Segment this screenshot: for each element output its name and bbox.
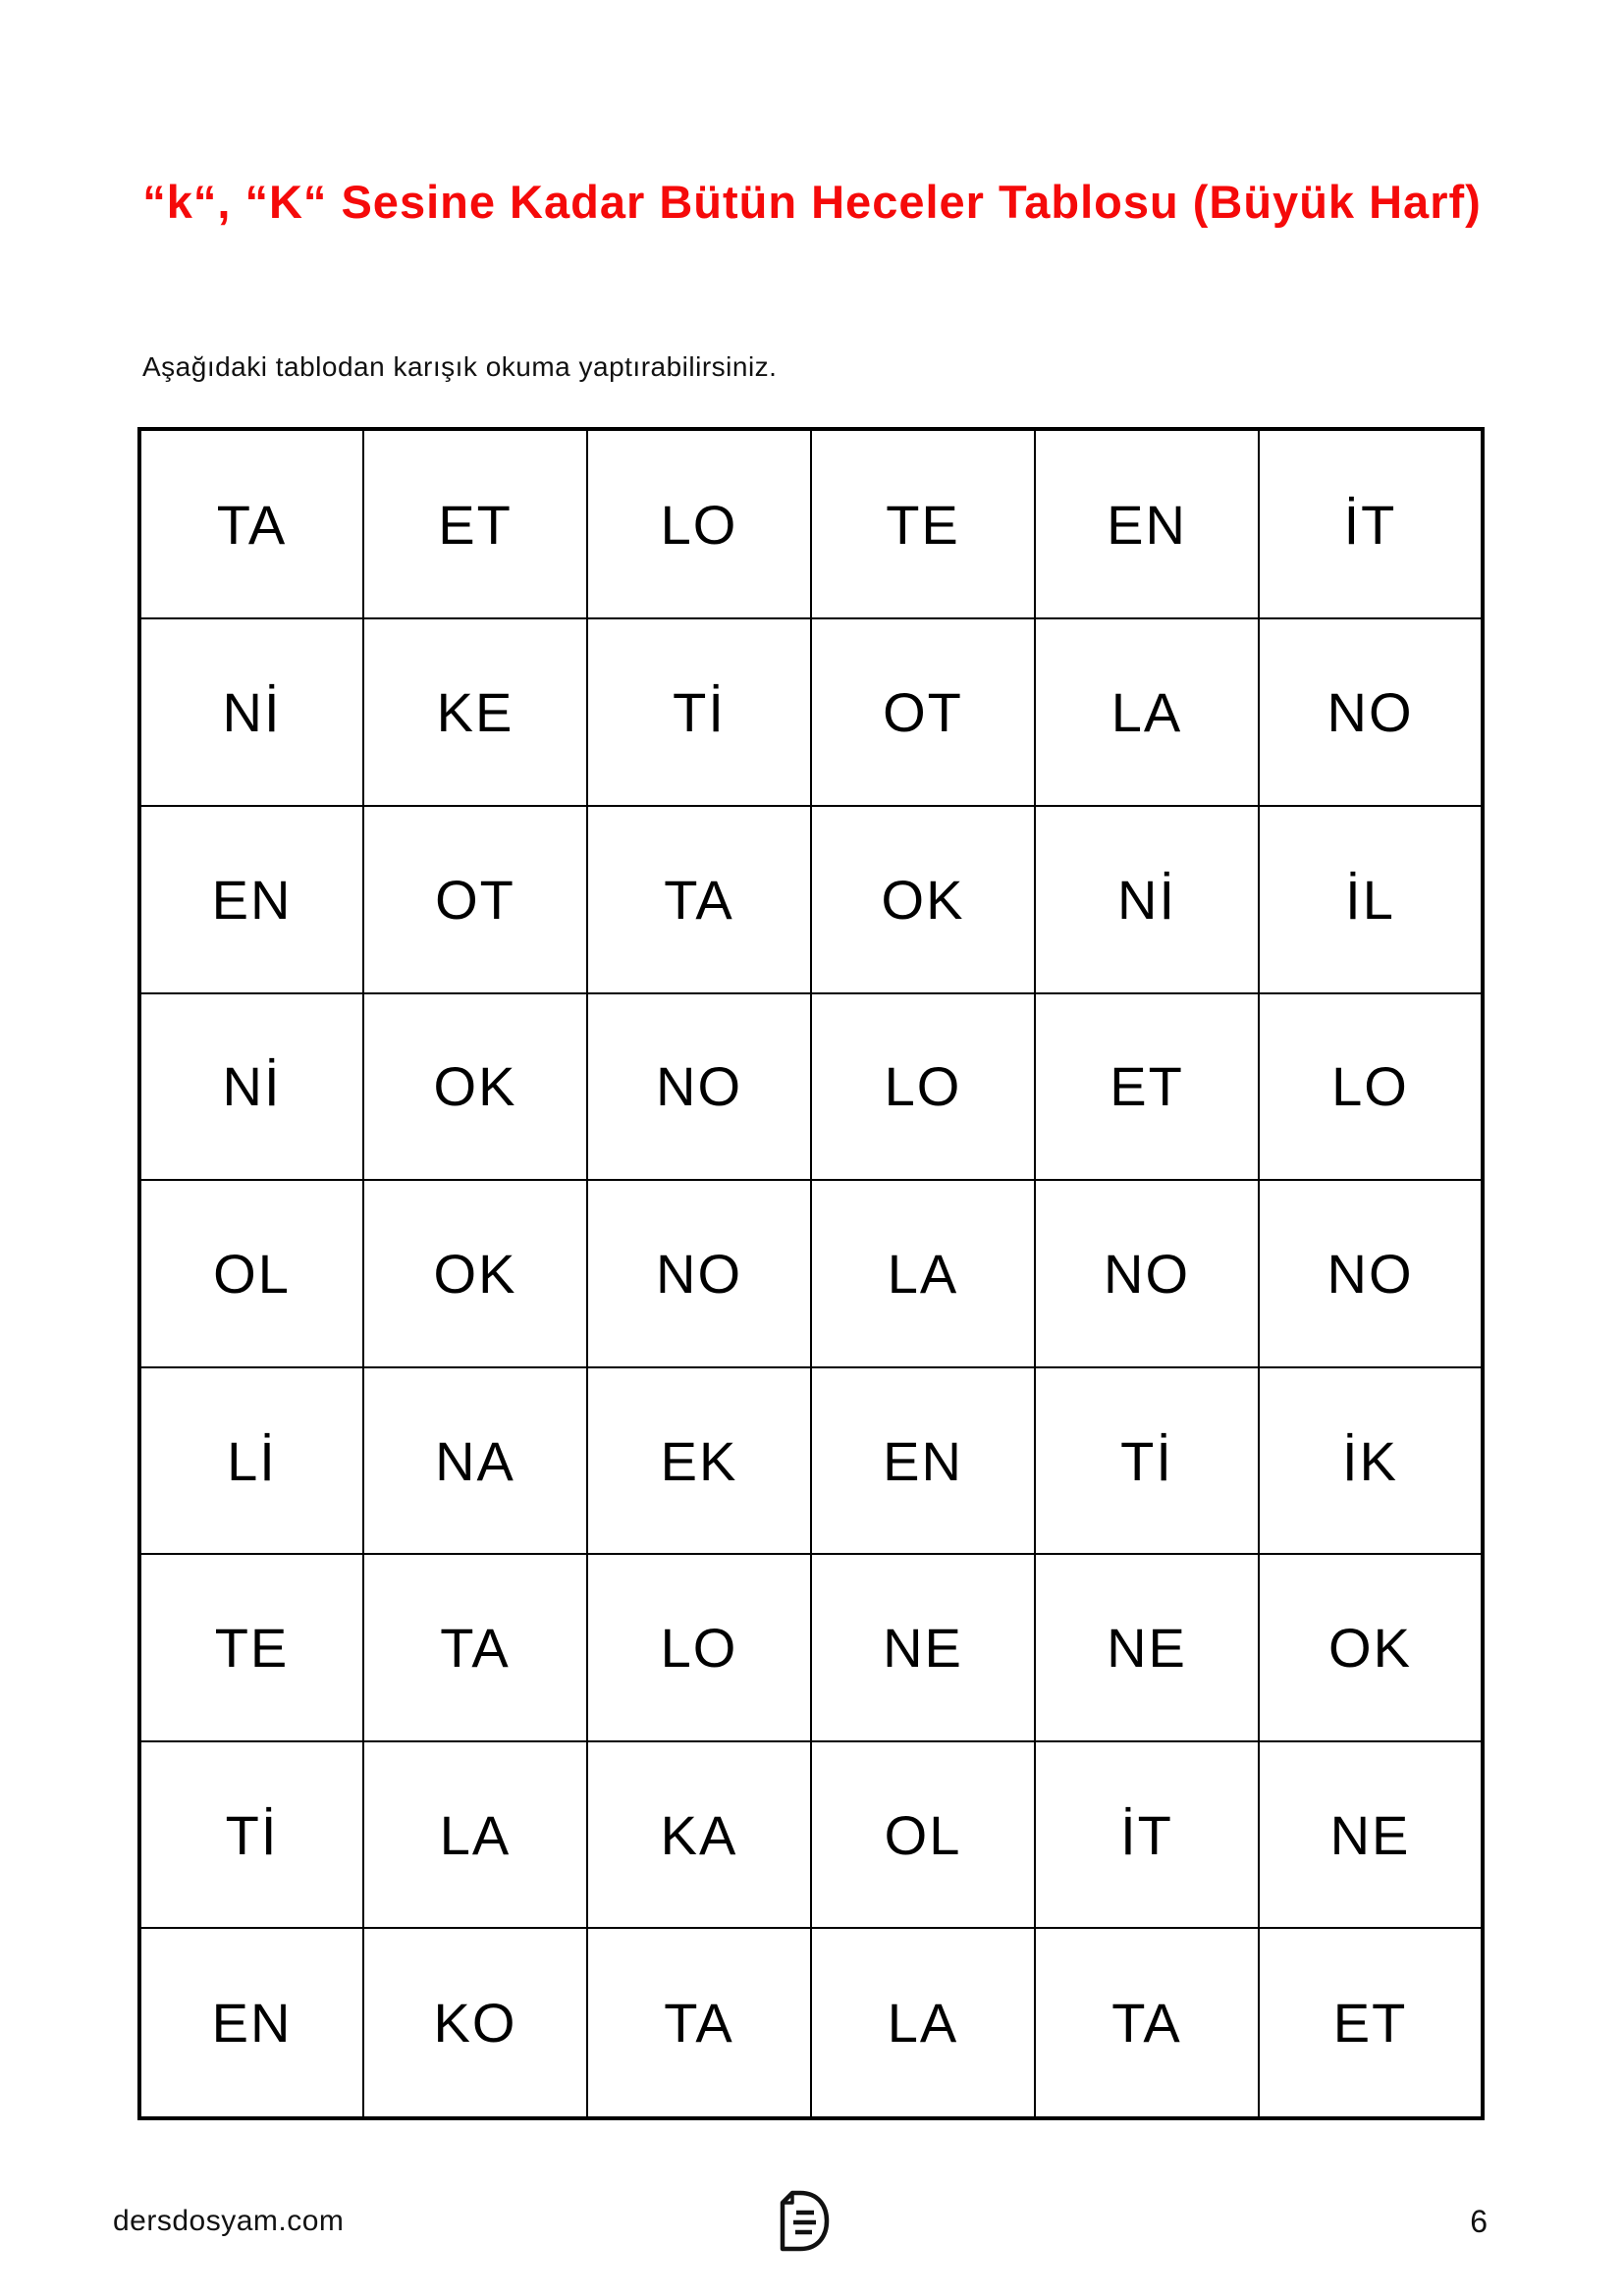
syllable-cell: LA [811, 1928, 1035, 2118]
table-row [139, 1367, 1483, 1555]
syllable-cell: OL [811, 1741, 1035, 1929]
footer [113, 2177, 1488, 2266]
syllable-cell: İL [1259, 806, 1483, 993]
syllable-cell: EK [587, 1367, 811, 1555]
syllable-cell: EN [811, 1367, 1035, 1555]
table-row [139, 1554, 1483, 1741]
syllable-cell: KE [363, 618, 587, 806]
syllable-cell: Nİ [1035, 806, 1259, 993]
syllable-cell: Tİ [1035, 1367, 1259, 1555]
syllable-cell: EN [139, 806, 363, 993]
syllable-cell: OT [811, 618, 1035, 806]
table-row [139, 1741, 1483, 1929]
instruction-text: Aşağıdaki tablodan karışık okuma yaptırabilirsiniz. [142, 351, 778, 382]
table-row [139, 618, 1483, 806]
table-row [139, 429, 1483, 618]
syllable-cell: İK [1259, 1367, 1483, 1555]
syllable-cell: EN [1035, 429, 1259, 618]
syllable-cell: KO [363, 1928, 587, 2118]
syllable-cell: OK [363, 1180, 587, 1367]
table-row [139, 806, 1483, 993]
page-title: “k“, “K“ Sesine Kadar Bütün Heceler Tablosu (Büyük Harf) [142, 176, 1482, 228]
syllable-cell: Nİ [139, 618, 363, 806]
syllable-cell: TA [363, 1554, 587, 1741]
syllable-cell: TA [587, 806, 811, 993]
syllable-cell: LO [811, 993, 1035, 1181]
syllable-cell: İT [1035, 1741, 1259, 1929]
syllable-cell: NO [1259, 618, 1483, 806]
page-number: 6 [1470, 2203, 1488, 2239]
table-row [139, 993, 1483, 1181]
syllable-cell: LA [363, 1741, 587, 1929]
syllable-cell: NE [1035, 1554, 1259, 1741]
syllable-cell: NO [1035, 1180, 1259, 1367]
syllable-cell: NO [1259, 1180, 1483, 1367]
syllable-cell: NA [363, 1367, 587, 1555]
syllable-cell: OL [139, 1180, 363, 1367]
syllable-cell: LO [587, 1554, 811, 1741]
syllable-cell: TE [811, 429, 1035, 618]
syllable-cell: TE [139, 1554, 363, 1741]
syllable-cell: KA [587, 1741, 811, 1929]
syllable-cell: OK [363, 993, 587, 1181]
syllable-cell: TA [139, 429, 363, 618]
syllable-cell: TA [1035, 1928, 1259, 2118]
syllable-cell: ET [1035, 993, 1259, 1181]
document-logo-icon [770, 2186, 831, 2257]
syllable-table [137, 427, 1485, 2120]
syllable-cell: LO [1259, 993, 1483, 1181]
syllable-cell: Tİ [587, 618, 811, 806]
syllable-cell: İT [1259, 429, 1483, 618]
syllable-cell: Nİ [139, 993, 363, 1181]
footer-site-text: dersdosyam.com [113, 2205, 345, 2237]
syllable-cell: LA [1035, 618, 1259, 806]
syllable-cell: Lİ [139, 1367, 363, 1555]
syllable-cell: NO [587, 993, 811, 1181]
table-row [139, 1180, 1483, 1367]
syllable-cell: OK [1259, 1554, 1483, 1741]
syllable-cell: LA [811, 1180, 1035, 1367]
syllable-cell: NO [587, 1180, 811, 1367]
syllable-cell: TA [587, 1928, 811, 2118]
syllable-cell: OT [363, 806, 587, 993]
syllable-cell: OK [811, 806, 1035, 993]
syllable-cell: Tİ [139, 1741, 363, 1929]
syllable-cell: EN [139, 1928, 363, 2118]
syllable-cell: NE [1259, 1741, 1483, 1929]
syllable-cell: ET [1259, 1928, 1483, 2118]
table-row [139, 1928, 1483, 2118]
syllable-cell: LO [587, 429, 811, 618]
syllable-cell: ET [363, 429, 587, 618]
syllable-cell: NE [811, 1554, 1035, 1741]
